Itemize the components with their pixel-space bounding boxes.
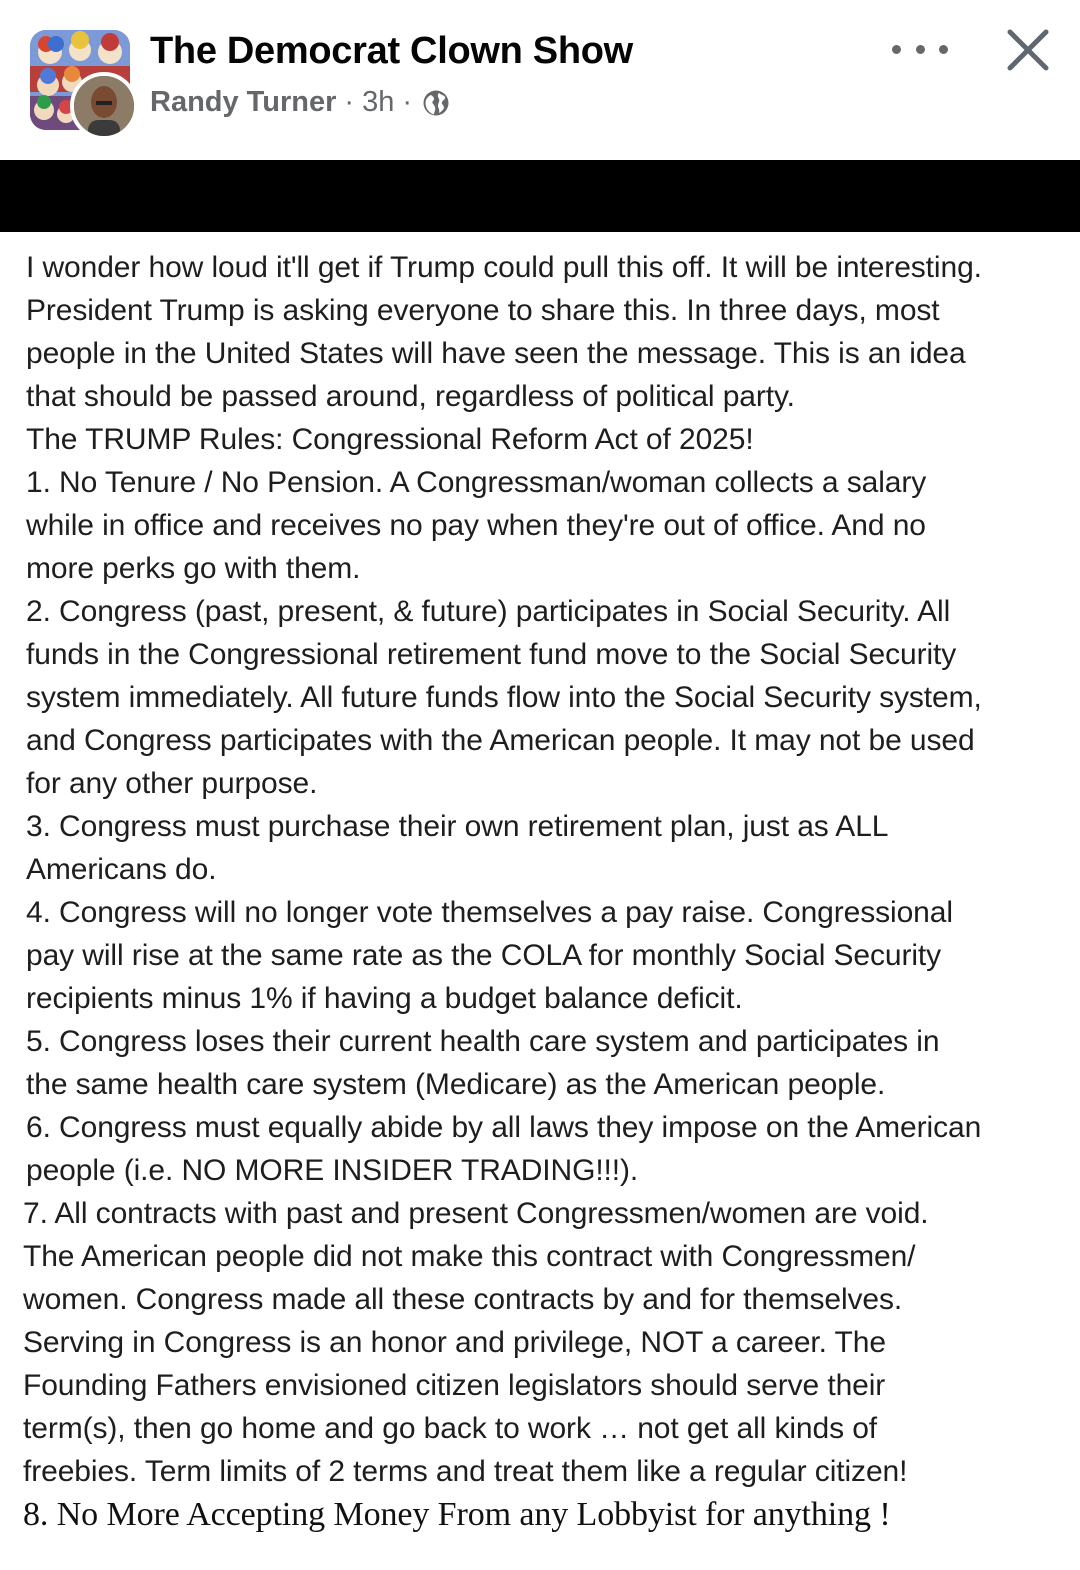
group-name[interactable]: The Democrat Clown Show [150,30,633,72]
text-line: freebies. Term limits of 2 terms and treat them like a regular citizen! [23,1455,908,1488]
text-line: people in the United States will have seen the message. This is an idea [26,337,966,370]
author-avatar[interactable] [70,72,138,140]
globe-icon[interactable] [422,89,450,117]
text-line: system immediately. All future funds flow into the Social Security system, [26,681,982,714]
text-line: the same health care system (Medicare) as the American people. [26,1068,886,1101]
text-line: 3. Congress must purchase their own retirement plan, just as ALL [26,810,889,843]
text-line: 1. No Tenure / No Pension. A Congressman/woman collects a salary [26,466,927,499]
author-name[interactable]: Randy Turner [150,86,337,118]
text-line: 6. Congress must equally abide by all laws they impose on the American [26,1111,982,1144]
text-line: more perks go with them. [26,552,361,585]
text-line: people (i.e. NO MORE INSIDER TRADING!!!). [26,1154,639,1187]
text-line: for any other purpose. [26,767,318,800]
text-line: Founding Fathers envisioned citizen legislators should serve their [23,1369,886,1402]
author-photo [74,76,134,136]
text-line: and Congress participates with the American people. It may not be used [26,724,975,757]
text-line: recipients minus 1% if having a budget balance deficit. [26,982,743,1015]
text-line: pay will rise at the same rate as the COLA for monthly Social Security [26,939,942,972]
more-icon[interactable] [892,34,948,64]
dot [939,45,948,54]
text-line: The TRUMP Rules: Congressional Reform Act of 2025! [26,423,754,456]
redaction-bar [0,160,1080,232]
text-line: 7. All contracts with past and present Congressmen/women are void. [23,1197,929,1230]
dot [892,45,901,54]
text-line-final: 8. No More Accepting Money From any Lobbyist for anything ! [23,1496,891,1533]
text-line: 2. Congress (past, present, & future) participates in Social Security. All [26,595,951,628]
post-meta [150,86,450,119]
text-line: I wonder how loud it'll get if Trump could pull this off. It will be interesting. [26,251,982,284]
text-line: funds in the Congressional retirement fund move to the Social Security [26,638,957,671]
text-line: 4. Congress will no longer vote themselves a pay raise. Congressional [26,896,953,929]
dot [916,45,925,54]
post-time[interactable]: 3h [362,86,395,118]
text-line: President Trump is asking everyone to share this. In three days, most [26,294,940,327]
text-line: The American people did not make this contract with Congressmen/ [23,1240,916,1273]
meta-separator: · [344,86,355,118]
text-line: that should be passed around, regardless of political party. [26,380,795,413]
text-line: Americans do. [26,853,217,886]
text-line: Serving in Congress is an honor and privilege, NOT a career. The [23,1326,886,1359]
close-icon[interactable] [1004,26,1052,74]
text-line: women. Congress made all these contracts by and for themselves. [23,1283,903,1316]
text-line: 5. Congress loses their current health care system and participates in [26,1025,940,1058]
post-header [0,0,1080,160]
meta-separator: · [402,86,412,118]
text-line: while in office and receives no pay when they're out of office. And no [26,509,926,542]
text-line: term(s), then go home and go back to work … not get all kinds of [23,1412,878,1445]
post-image-text [0,232,1080,1570]
